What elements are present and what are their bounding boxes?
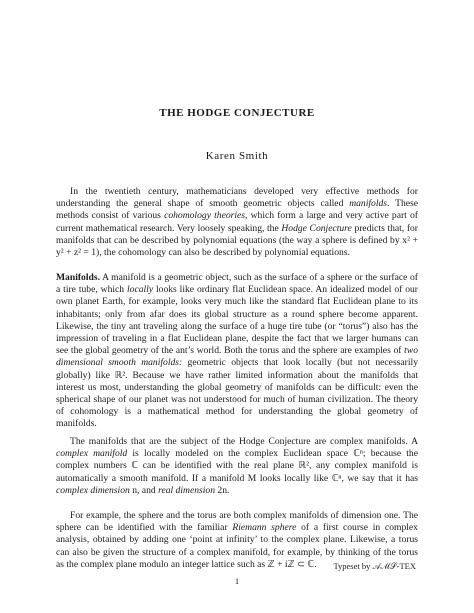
- paragraph-manifolds: Manifolds. A manifold is a geometric object, such as the surface of a sphere or the surface of a tire tube, which locally looks like ordinary flat Euclidean space. An idealized model of our own planet Earth, for example, looks very much like the standard flat Euclidean plane to its inhabitants; only from afar does its global structure as a round sphere become apparent. Likewise, the tiny ant traveling along the surface of a huge tire tube (or “torus”) also has the impression of traveling in a flat Euclidean plane, despite the fact that we larger humans can see the global geometry of the ant’s world. Both the torus and the sphere are examples of two dimensional smooth manifolds: geometric objects that look locally (but not necessarily globally) like ℝ². Because we have rather limited information about the manifolds that interest us most, understanding the global geometry of manifolds can be difficult: even the spherical shape of our planet was not understood for much of human civilization. The theory of cohomology is a mathematical method for understanding the global geometry of manifolds.: [56, 272, 419, 430]
- paragraph-examples: For example, the sphere and the torus are both complex manifolds of dimension one. The sphere can be identified with the familiar Riemann sphere of a first course in complex analysis, obtained by adding one ‘point at infinity’ to the complex plane. Likewise, a torus can also be given the structure of a complex manifold, for example, by thinking of the torus as the complex plane modulo an integer lattice such as ℤ + iℤ ⊂ ℂ.: [56, 510, 418, 570]
- page-number: 1: [234, 576, 240, 586]
- author-name: Karen Smith: [205, 150, 269, 162]
- paragraph-complex-manifolds: The manifolds that are the subject of the Hodge Conjecture are complex manifolds. A complex manifold is locally modeled on the complex Euclidean space ℂⁿ; because the complex numbers ℂ can be identified with the real plane ℝ², any complex manifold is automatically a smooth manifold. If a manifold M looks locally like ℂⁿ, we say that it has complex dimension n, and real dimension 2n.: [56, 436, 418, 496]
- page-title: THE HODGE CONJECTURE: [159, 107, 315, 119]
- typeset-note: Typeset by 𝒜ℳ𝒮-TEX: [333, 561, 416, 571]
- section-heading: Manifolds.: [56, 272, 100, 283]
- paragraph-intro: In the twentieth century, mathematicians developed very effective methods for understanding the general shape of smooth geometric objects called manifolds. These methods consist of various cohomology theories, which form a large and very active part of current mathematical research. Very loosely speaking, the Hodge Conjecture predicts that, for manifolds that can be described by polynomial equations (the way a sphere is defined by x² + y² + z² = 1), the cohomology can also be described by polynomial equations.: [56, 186, 419, 259]
